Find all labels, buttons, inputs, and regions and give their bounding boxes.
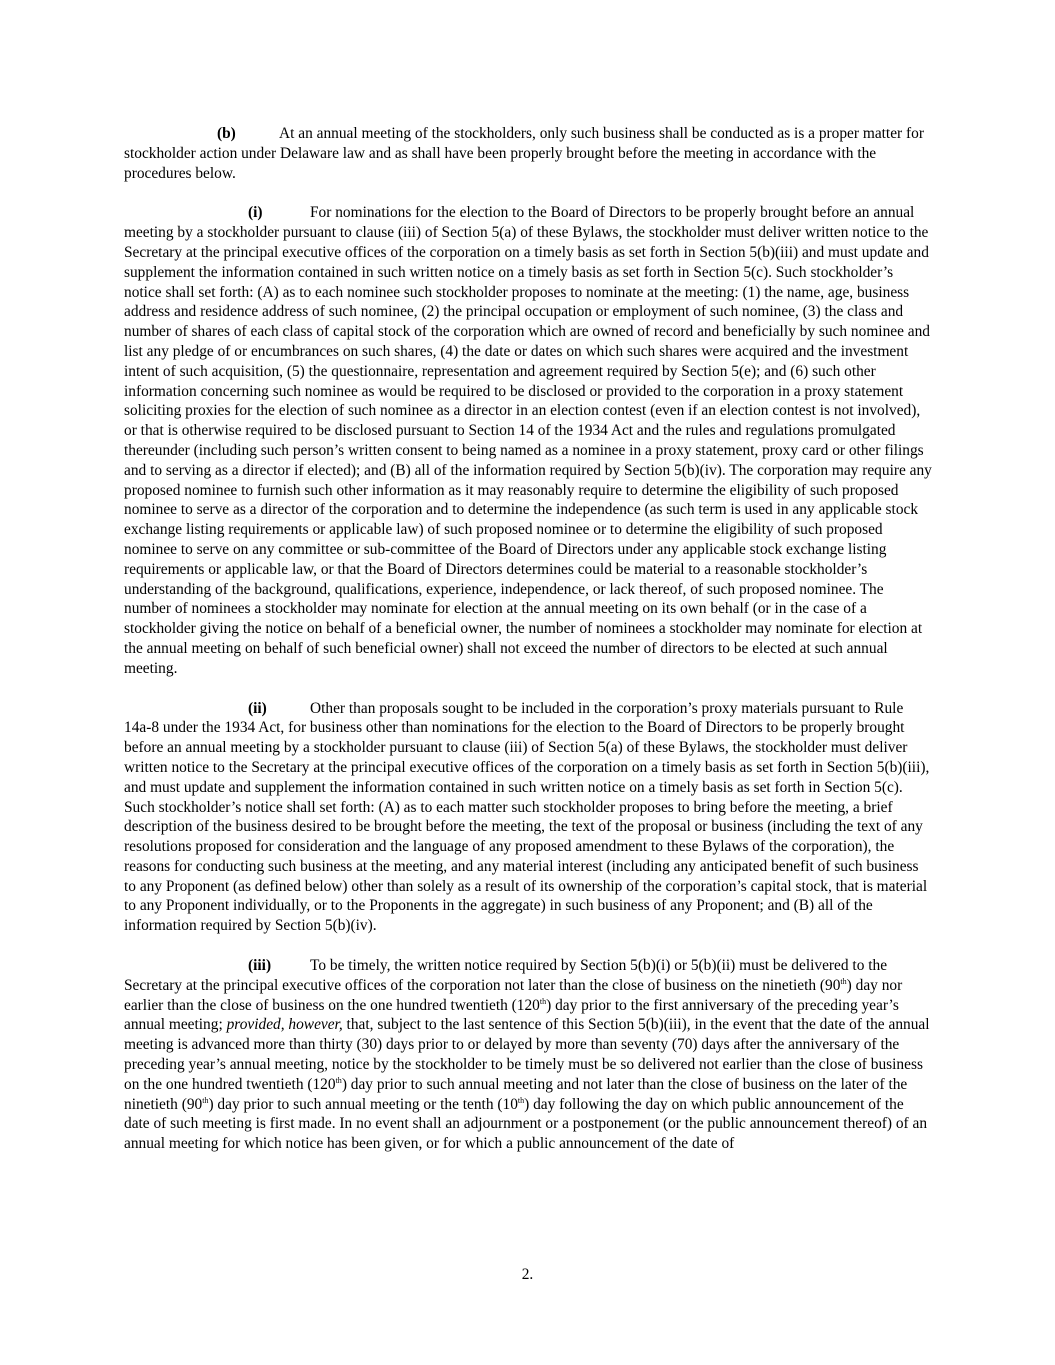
superscript-th: th xyxy=(539,996,547,1006)
paragraph-label-b: (b) xyxy=(217,125,236,142)
paragraph-label-i: (i) xyxy=(248,204,263,222)
paragraph-text-iii-part-2: ) day nor earlier than the close of business on the one hundred twentieth (120 xyxy=(124,976,903,1014)
paragraph-ii xyxy=(124,699,932,937)
paragraph-text-i: For nominations for the election to the Board of Directors to be properly brought before an annual meeting by a stockholder pursuant to clause (iii) of Section 5(a) of these Bylaws, the stockholder must deliver written notice to the Secretary at the principal executive offices of the corporation on a timely basis as set forth in Section 5(b)(iii) and must update and supplement the information contained in such written notice on a timely basis as set forth in Section 5(c). Such stockholder’s notice shall set forth: (A) as to each nominee such stockholder proposes to nominate at the meeting: (1) the name, age, business address and residence address of such nominee, (2) the principal occupation or employment of such nominee, (3) the class and number of shares of each class of capital stock of the corporation which are owned of record and beneficially by such nominee and list any pledge of or encumbrances on such shares, (4) the date or dates on which such shares were acquired and the investment intent of such acquisition, (5) the questionnaire, representation and agreement required by Section 5(e); and (6) such other information concerning such nominee as would be required to be disclosed or provided to the corporation in a proxy statement soliciting proxies for the election of such nominee as a director in an election contest (even if an election contest is not involved), or that is otherwise required to be disclosed pursuant to Section 14 of the 1934 Act and the rules and regulations promulgated thereunder (including such person’s written consent to being named as a nominee in a proxy statement, proxy card or other filings and to serving as a director if elected); and (B) all of the information required by Section 5(b)(iv). The corporation may require any proposed nominee to furnish such other information as it may reasonably require to determine the eligibility of such proposed nominee to serve as a director of the corporation and to determine the independence (as such term is used in any applicable stock exchange listing requirements or applicable law) of such proposed nominee or to determine the eligibility of such proposed nominee to serve on any committee or sub-committee of the Board of Directors under any applicable stock exchange listing requirements or applicable law, or that the Board of Directors determines could be material to a reasonable stockholder’s understanding of the background, qualifications, experience, independence, or lack thereof, of such proposed nominee. The number of nominees a stockholder may nominate for election at the annual meeting on its own behalf (or in the case of a stockholder giving the notice on behalf of a beneficial owner, the number of nominees a stockholder may nominate for election at the annual meeting on behalf of such beneficial owner) shall not exceed the number of directors to be elected at such annual meeting. xyxy=(124,204,932,677)
paragraph-text-iii-part-5: ) day prior to such annual meeting and not later than the close of business on the later of the ninetieth (90 xyxy=(124,1075,908,1113)
superscript-th: th xyxy=(840,976,847,986)
superscript-th: th xyxy=(517,1095,525,1105)
paragraph-iii xyxy=(124,956,932,1154)
paragraph-text-ii: Other than proposals sought to be included in the corporation’s proxy materials pursuant to Rule 14a-8 under the 1934 Act, for business other than nominations for the election to the Board of Directors to be properly brought before an annual meeting by a stockholder pursuant to clause (iii) of Section 5(a) of these Bylaws, the stockholder must deliver written notice to the Secretary at the principal executive offices of the corporation on a timely basis as set forth in Section 5(b)(iii), and must update and supplement the information contained in such written notice on a timely basis as set forth in Section 5(c). Such stockholder’s notice shall set forth: (A) as to each matter such stockholder proposes to bring before the meeting, a brief description of the business desired to be brought before the meeting, the text of the proposal or business (including the text of any resolutions proposed for consideration and the language of any proposed amendment to these Bylaws of the corporation), the reasons for conducting such business at the meeting, and any material interest (including any anticipated benefit of such business to any Proponent (as defined below) other than solely as a result of its ownership of the corporation’s capital stock, that is material to any Proponent individually, or to the Proponents in the aggregate) in such business of any Proponent; and (B) all of the information required by Section 5(b)(iv). xyxy=(124,699,930,935)
paragraph-i xyxy=(124,203,932,678)
superscript-th: th xyxy=(202,1095,209,1105)
paragraph-text-iii-part-6: ) day prior to such annual meeting or the tenth (10 xyxy=(208,1095,518,1113)
paragraph-label-iii: (iii) xyxy=(248,957,272,975)
paragraph-text-iii-part-4: that, subject to the last sentence of this Section 5(b)(iii), in the event that the date of the annual meeting is advanced more than thirty (30) days prior to or delayed by more than seventy (70) days after the anniversary of the preceding year’s annual meeting, notice by the stockholder to be timely must be so delivered not earlier than the close of business on the one hundred twentieth (120 xyxy=(124,1016,930,1093)
paragraph-b xyxy=(124,124,932,183)
paragraph-text-b: At an annual meeting of the stockholders, only such business shall be conducted as is a proper matter for stockholder action under Delaware law and as shall have been properly brought before the meeting in accordance with the procedures below. xyxy=(124,125,924,182)
italic-proviso: provided, however, xyxy=(226,1016,343,1034)
page-number: 2. xyxy=(521,1266,534,1283)
superscript-th: th xyxy=(335,1075,342,1085)
paragraph-label-ii: (ii) xyxy=(248,699,267,717)
paragraph-text-iii-part-7: ) day following the day on which public announcement of the date of such meeting is first made. In no event shall an adjournment or a postponement (or the public announcement thereof) of an annual meeting for which notice has been given, or for which a public announcement of the date of xyxy=(124,1095,928,1153)
paragraph-text-iii-part-3: ) day prior to the first anniversary of the preceding year’s annual meeting; xyxy=(124,996,899,1034)
document-page xyxy=(124,124,932,1154)
paragraph-text-iii-part-1: To be timely, the written notice required by Section 5(b)(i) or 5(b)(ii) must be delivered to the Secretary at the principal executive offices of the corporation not later than the close of business on the ninetieth (90 xyxy=(124,957,888,994)
